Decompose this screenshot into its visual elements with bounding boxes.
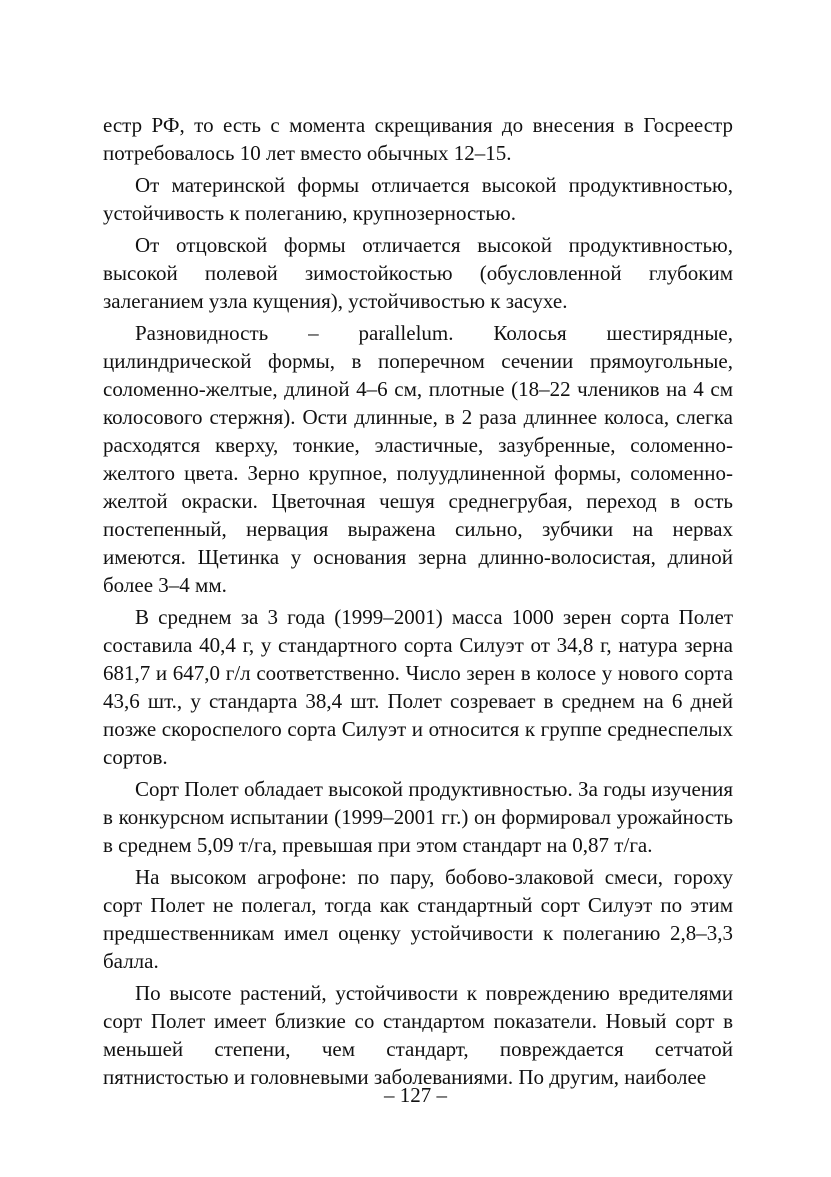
paragraph-6: Сорт Полет обладает высокой продуктивностью. За годы изучения в конкурсном испытании (1999–2001 гг.) он формировал урожайность в среднем 5,09 т/га, превышая при этом стандарт на 0,87 т/га. (103, 777, 733, 857)
paragraph-2: От материнской формы отличается высокой продуктивностью, устойчивость к полеганию, крупнозерностью. (103, 173, 733, 225)
paragraph-1: естр РФ, то есть с момента скрещивания до внесения в Госреестр потребовалось 10 лет вместо обычных 12–15. (103, 113, 733, 165)
page-number: – 127 – (384, 1083, 447, 1107)
paragraph-4: Разновидность – parallelum. Колосья шестирядные, цилиндрической формы, в поперечном сечении прямоугольные, соломенно-желтые, длиной 4–6 см, плотные (18–22 члеников на 4 см колосового стержня). Ости длинные, в 2 раза длиннее колоса, слегка расходятся кверху, тонкие, эластичные, зазубренные, соломенно-желтого цвета. Зерно крупное, полуудлиненной формы, соломенно-желтой окраски. Цветочная чешуя среднегрубая, переход в ость постепенный, нервация выражена сильно, зубчики на нервах имеются. Щетинка у основания зерна длинно-волосистая, длиной более 3–4 мм. (103, 321, 733, 597)
paragraph-3: От отцовской формы отличается высокой продуктивностью, высокой полевой зимостойкостью (обусловленной глубоким залеганием узла кущения), устойчивостью к засухе. (103, 233, 733, 313)
paragraph-5: В среднем за 3 года (1999–2001) масса 1000 зерен сорта Полет составила 40,4 г, у стандартного сорта Силуэт от 34,8 г, натура зерна 681,7 и 647,0 г/л соответственно. Число зерен в колосе у нового сорта 43,6 шт., у стандарта 38,4 шт. Полет созревает в среднем на 6 дней позже скороспелого сорта Силуэт и относится к группе среднеспелых сортов. (103, 605, 733, 769)
paragraph-7: На высоком агрофоне: по пару, бобово-злаковой смеси, гороху сорт Полет не полегал, тогда как стандартный сорт Силуэт по этим предшественникам имел оценку устойчивости к полеганию 2,8–3,3 балла. (103, 865, 733, 973)
page-body (103, 111, 733, 1095)
paragraph-8: По высоте растений, устойчивости к повреждению вредителями сорт Полет имеет близкие со стандартом показатели. Новый сорт в меньшей степени, чем стандарт, повреждается сетчатой пятнистостью и головневыми заболеваниями. По другим, наиболее (103, 981, 733, 1089)
